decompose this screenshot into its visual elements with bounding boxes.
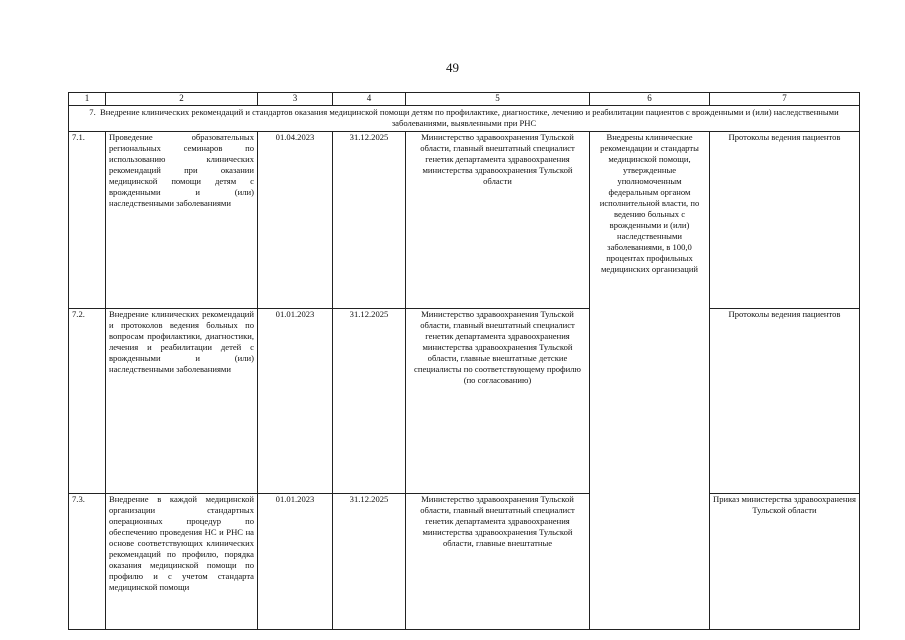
page-number: 49 <box>446 60 459 75</box>
responsible-text: Министерство здравоохранения Тульской области, главный внештатный специалист генетик департамента здравоохранения министерства здравоохранения Тульской области, главные внештатные детские специалисты по соответствующему профилю (по согласованию) <box>406 309 590 494</box>
table-row <box>69 309 860 494</box>
row-number: 7.2. <box>69 309 106 494</box>
header-col-2: 2 <box>106 93 258 106</box>
header-col-4: 4 <box>333 93 406 106</box>
section-row <box>69 106 860 132</box>
task-text: Внедрение клинических рекомендаций и протоколов ведения больных по вопросам профилактики, диагностики, лечения и реабилитации детей с врожденными и (или) наследственными заболеваниями <box>106 309 258 494</box>
task-text: Внедрение в каждой медицинской организации стандартных операционных процедур по обеспечению проведения НС и РНС на основе соответствующих клинических рекомендаций по профилю, порядка оказания медицинской помощи по профилю и с учетом стандарта медицинской помощи <box>106 494 258 630</box>
end-date: 31.12.2025 <box>333 309 406 494</box>
responsible-text: Министерство здравоохранения Тульской области, главный внештатный специалист генетик департамента здравоохранения министерства здравоохранения Тульской области, главные внештатные <box>406 494 590 630</box>
header-col-1: 1 <box>69 93 106 106</box>
header-col-3: 3 <box>258 93 333 106</box>
start-date: 01.04.2023 <box>258 132 333 309</box>
header-col-7: 7 <box>710 93 860 106</box>
section-title: 7. Внедрение клинических рекомендаций и стандартов оказания медицинской помощи детям по профилактике, диагностике, лечению и реабилитации пациентов с врожденными и (или) наследственными заболеваниями, выявленными при РНС <box>69 106 860 132</box>
end-date: 31.12.2025 <box>333 494 406 630</box>
document-text: Приказ министерства здравоохранения Тульской области <box>710 494 860 630</box>
start-date: 01.01.2023 <box>258 309 333 494</box>
table-row <box>69 132 860 309</box>
document-text: Протоколы ведения пациентов <box>710 132 860 309</box>
merged-result-text: Внедрены клинические рекомендации и стандарты медицинской помощи, утвержденные уполномоченным федеральным органом исполнительной власти, по ведению больных с врожденными и (или) наследственными заболеваниями, в 100,0 процентах профильных медицинских организаций <box>590 132 710 630</box>
row-number: 7.1. <box>69 132 106 309</box>
measures-table <box>68 92 860 630</box>
responsible-text: Министерство здравоохранения Тульской области, главный внештатный специалист генетик департамента здравоохранения министерства здравоохранения Тульской области <box>406 132 590 309</box>
row-number: 7.3. <box>69 494 106 630</box>
task-text: Проведение образовательных региональных семинаров по использованию клинических рекомендаций при оказании медицинской помощи детям с врожденными и (или) наследственными заболеваниями <box>106 132 258 309</box>
document-text: Протоколы ведения пациентов <box>710 309 860 494</box>
header-col-5: 5 <box>406 93 590 106</box>
start-date: 01.01.2023 <box>258 494 333 630</box>
header-row <box>69 93 860 106</box>
header-col-6: 6 <box>590 93 710 106</box>
table-row <box>69 494 860 630</box>
end-date: 31.12.2025 <box>333 132 406 309</box>
